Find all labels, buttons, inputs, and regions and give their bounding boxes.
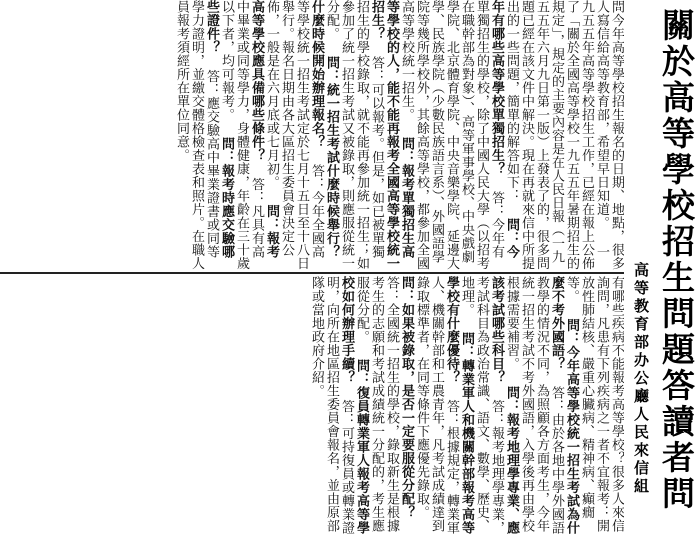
- article-segment: 一九五五年高等學校招生工作，已經在報上公佈了「關於全國高等學校一九五五年暑期招生的規定」，規定的主要內容是在人民日報（一九五五年六月九日第一版）上發表了的，很多問題已經在該文件中解決。現在再就來信中所提出的一些問題，簡單的解答如下：: [504, 0, 609, 270]
- section-divider: [0, 272, 624, 274]
- headline-area: [656, 0, 700, 541]
- answer-text: 答：由於各地中學外國語教學的情況不同，為照顧各方面考生，今年統一招生考試不考外國語，入學後再由學校根據需要補習。: [504, 276, 564, 535]
- answer-text: 答：報考地理學專業，考試科目為政治常識、語文、數學、歷史、地理。: [459, 276, 504, 535]
- question-heading: 問：報考時應交驗哪些證件？: [204, 0, 234, 259]
- question-heading: 問：今年高等學校統一招生考試為什麼不考外國語？: [549, 276, 579, 535]
- answer-text: 答：可以報考。但是，如已被單獨招生的學校錄取，就不能再參加統一招生；如參加了統一招生考試又被錄取，則應服從統一分配。: [324, 0, 384, 270]
- byline-area: [626, 0, 654, 541]
- article-segment: 問今年高等學校招生報名的日期、地點，很多人寫信給高等教育部，希望早日知道。: [594, 0, 624, 270]
- question-heading: 問：復員轉業軍人報考高等學校如何辦理手續？: [339, 276, 369, 535]
- answer-text: 答：全國統一招生的學校，錄取新生是根據考生的志願和考試成績統一分配的，考生應服從分配。: [354, 276, 399, 533]
- answer-text: 答：應交驗高中畢業證書或同等學力證明，並繳交體格檢查表和照片。在職人員報考須經所在單位同意。: [174, 0, 219, 270]
- headline-byline: 高等教育部办公廳人民來信組: [632, 262, 650, 496]
- answer-text: 答：凡具有高中畢業或同等學力，身體健康，年齡在三十歲以下者，均可報考。: [219, 0, 264, 270]
- question-heading: 問：轉業軍人和機關幹部報考高等學校有什麼優待？: [444, 276, 474, 535]
- article-top-text: [174, 0, 624, 271]
- answer-text: 答：根據規定，轉業軍人、機關幹部和工農青年，凡考試成績達到錄取標準者，在同等條件下應優先錄取。: [414, 276, 459, 535]
- question-heading: 問：統一招生考試什麼時候舉行？什麼時候開始辦理報名？: [309, 0, 339, 259]
- answer-text: 答：今年全國高等學校統一招生考試定於七月十五日至十八日舉行。報名日期由各大區招生委員會決定公佈，一般是在六月底或七月初。: [264, 0, 324, 270]
- article-bottom-block: [0, 276, 624, 541]
- headline-title: 關於高等學校招生問題答讀者問: [657, 8, 696, 512]
- answer-text: 答：可持復員或轉業證明，向所在地區招生委員會報名，並由原部隊或當地政府介紹。: [309, 276, 354, 535]
- answer-text: 答：今年有單獨招生的學校，除了中國人民大學（以招考在職幹部為對象）、高等軍事學校、中央戲劇學院、北京體育學院、中央音樂學院、延邊大學、民族學院（少數民族語言系）、外國語學院等幾所學校外，其餘高等學校，都參加全國高等學校統一招生。: [399, 0, 504, 270]
- article-bottom-text: [309, 276, 624, 541]
- question-heading: 問：報考單獨招生高等學校的人，能不能再報考全國高等學校統一招生？: [369, 0, 414, 270]
- question-heading: 問：如果被錄取，是否一定要服從分配？: [399, 276, 414, 519]
- question-heading: 問：報考地理學專業、應該考試哪些科目？: [489, 276, 519, 535]
- article-top-block: [0, 0, 624, 271]
- question-heading: 問：今年有哪些高等學校單獨招生？: [489, 0, 519, 259]
- question-heading: 問：報考高等學校應具備哪些條件？: [249, 0, 279, 259]
- article-segment: 有哪些疾病不能報考高等學校？很多人來信詢問，凡患有下列疾病之一者不宜報考：開放性肺結核、嚴重心臟病、精神病、癲癇等。: [564, 276, 624, 533]
